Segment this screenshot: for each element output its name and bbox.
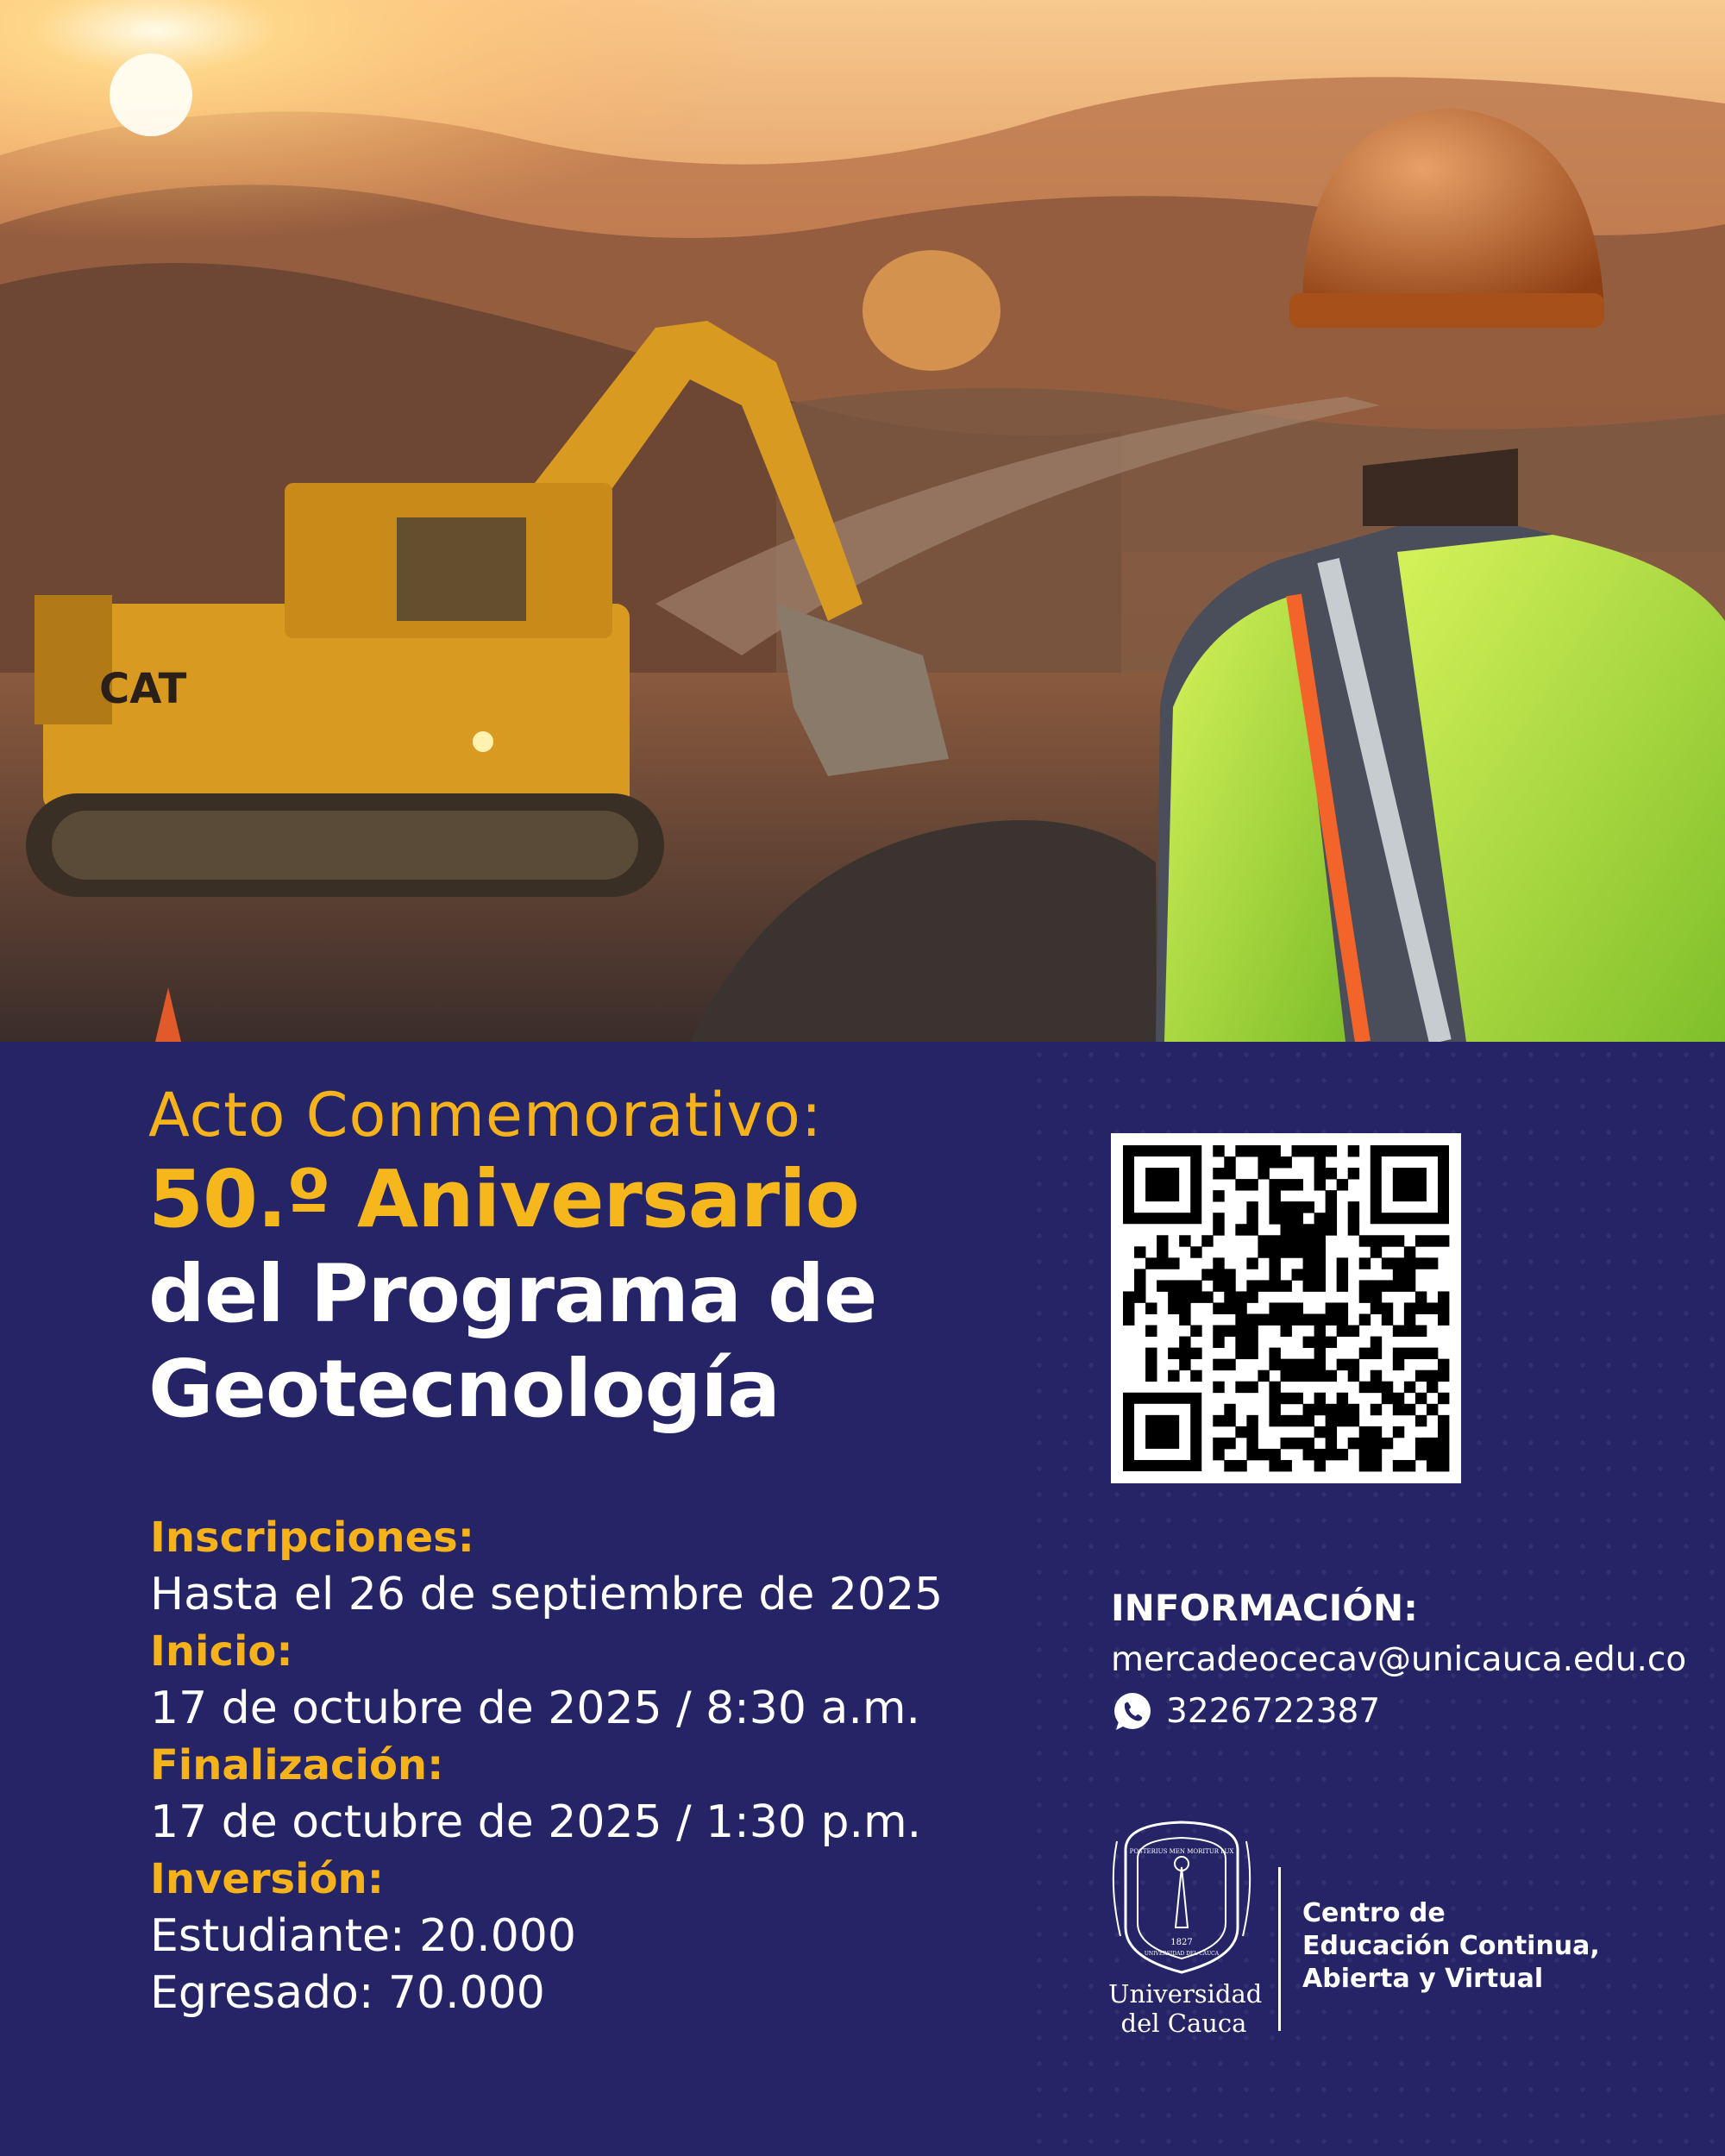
contact-phone-row[interactable] bbox=[1111, 1686, 1715, 1738]
label-finalizacion: Finalización: bbox=[150, 1741, 444, 1789]
title-anniversary: 50.º Aniversario bbox=[148, 1153, 859, 1245]
seal-year: 1827 bbox=[1170, 1938, 1193, 1947]
title-geotecnologia: Geotecnología bbox=[148, 1343, 780, 1435]
title-program: del Programa de bbox=[148, 1248, 877, 1340]
value-inicio: 17 de octubre de 2025 / 8:30 a.m. bbox=[150, 1683, 921, 1734]
value-finalizacion: 17 de octubre de 2025 / 1:30 p.m. bbox=[150, 1796, 922, 1848]
contact-email[interactable]: mercadeocecav@unicauca.edu.co bbox=[1111, 1640, 1687, 1679]
continuing-education-center bbox=[1302, 1897, 1600, 1996]
seal-motto: POSTERIUS MEN MORITUR LUX bbox=[1129, 1848, 1234, 1855]
university-seal-icon bbox=[1108, 1815, 1255, 1988]
university-name-line2: del Cauca bbox=[1120, 2009, 1247, 2038]
contact-info bbox=[1111, 1583, 1715, 1738]
label-inscripciones: Inscripciones: bbox=[150, 1514, 474, 1562]
contact-title: INFORMACIÓN: bbox=[1111, 1587, 1418, 1629]
hero-photo bbox=[0, 0, 1725, 1042]
center-line3: Abierta y Virtual bbox=[1302, 1964, 1544, 1994]
title-intro: Acto Conmemorativo: bbox=[148, 1080, 823, 1150]
event-title bbox=[148, 1078, 1011, 1437]
logo-divider bbox=[1278, 1867, 1281, 2031]
seal-name: UNIVERSIDAD DEL CAUCA bbox=[1144, 1951, 1220, 1957]
label-inversion: Inversión: bbox=[150, 1855, 384, 1903]
center-line2: Educación Continua, bbox=[1302, 1931, 1600, 1961]
university-name-line1: Universidad bbox=[1108, 1979, 1263, 2009]
center-line1: Centro de bbox=[1302, 1898, 1446, 1928]
university-branding bbox=[1108, 1815, 1712, 2040]
event-details bbox=[150, 1509, 1013, 2021]
value-inscripciones: Hasta el 26 de septiembre de 2025 bbox=[150, 1569, 944, 1620]
value-inversion-estudiante: Estudiante: 20.000 bbox=[150, 1910, 576, 1962]
contact-phone: 3226722387 bbox=[1166, 1692, 1381, 1731]
value-inversion-egresado: Egresado: 70.000 bbox=[150, 1967, 545, 2019]
excavator-brand-label: CAT bbox=[99, 665, 187, 713]
registration-qr-code[interactable] bbox=[1111, 1133, 1461, 1483]
mining-scene-illustration bbox=[0, 0, 1725, 1042]
whatsapp-icon bbox=[1111, 1690, 1154, 1733]
university-name bbox=[1108, 1979, 1263, 2038]
qr-code-icon bbox=[1111, 1133, 1461, 1483]
label-inicio: Inicio: bbox=[150, 1627, 293, 1676]
